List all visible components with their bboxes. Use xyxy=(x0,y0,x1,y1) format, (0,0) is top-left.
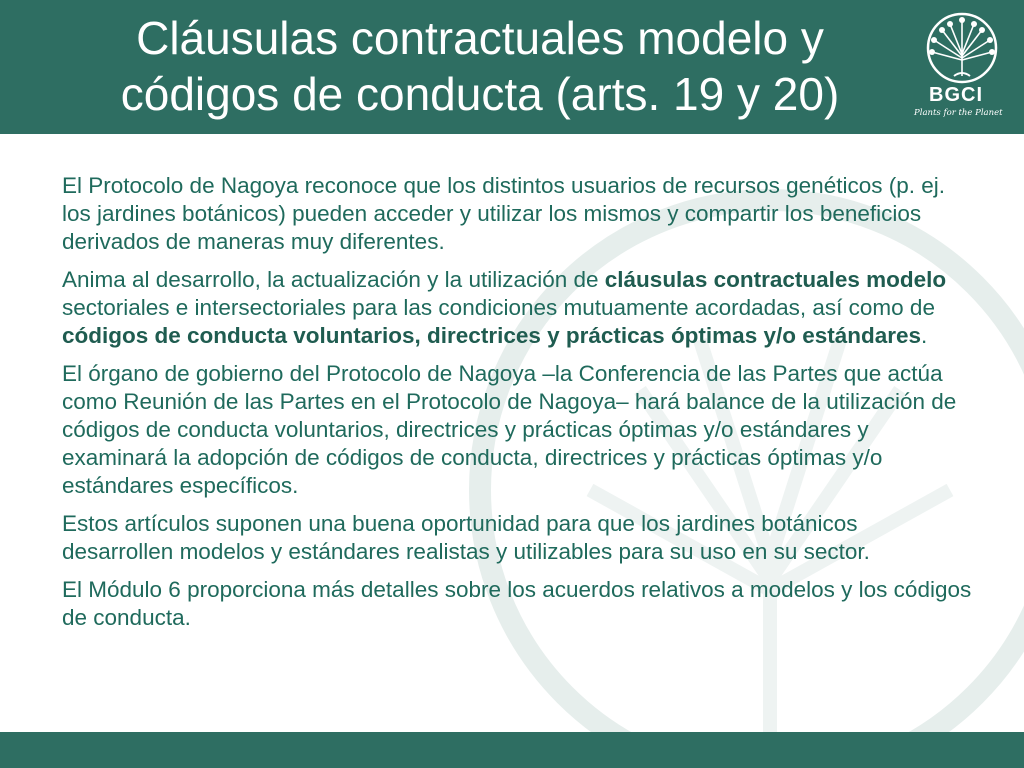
title-line-1: Cláusulas contractuales modelo y xyxy=(136,12,824,64)
slide-body xyxy=(62,172,972,642)
p2-text-3: . xyxy=(921,323,928,348)
paragraph-1: El Protocolo de Nagoya reconoce que los distintos usuarios de recursos genéticos (p. ej. los jardines botánicos) pueden acceder y utilizar los mismos y compartir los beneficios derivados de maneras muy diferentes. xyxy=(62,173,945,254)
logo-name: BGCI xyxy=(929,84,983,106)
header-divider xyxy=(0,134,1024,140)
logo-tagline: Plants for the Planet xyxy=(914,108,1003,118)
paragraph-4: Estos artículos suponen una buena oportunidad para que los jardines botánicos desarrollen modelos y estándares realistas y utilizables para su uso en su sector. xyxy=(62,511,870,564)
title-line-2: códigos de conducta (arts. 19 y 20) xyxy=(120,68,840,120)
p2-text-1: Anima al desarrollo, la actualización y la utilización de xyxy=(62,267,605,292)
footer-bar xyxy=(0,732,1024,768)
paragraph-3: El órgano de gobierno del Protocolo de Nagoya –la Conferencia de las Partes que actúa como Reunión de las Partes en el Protocolo de Nagoya– hará balance de la utilización de códigos de conducta voluntarios, directrices y prácticas óptimas y/o estándares y examinará la adopción de códigos de conducta, directrices y prácticas óptimas y/o estándares específicos. xyxy=(62,361,957,498)
paragraph-2 xyxy=(62,266,972,350)
p2-bold-1: cláusulas contractuales modelo xyxy=(604,267,947,292)
paragraph-5: El Módulo 6 proporciona más detalles sobre los acuerdos relativos a modelos y los códigos de conducta. xyxy=(62,577,972,630)
slide-title xyxy=(60,10,900,122)
p2-text-2: sectoriales e intersectoriales para las condiciones mutuamente acordadas, así como de xyxy=(62,295,935,320)
p2-bold-2: códigos de conducta voluntarios, directrices y prácticas óptimas y/o estándares xyxy=(62,323,922,348)
